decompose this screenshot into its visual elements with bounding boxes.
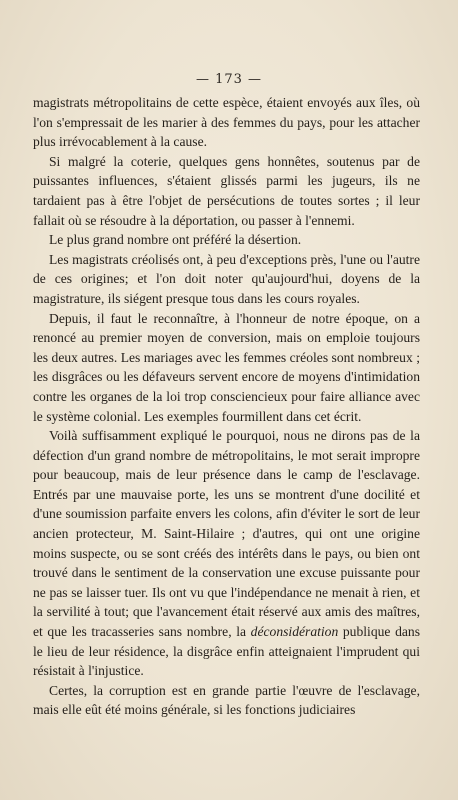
paragraph-7: Certes, la corruption est en grande partie l'œuvre de l'esclavage, mais elle eût été moins générale, si les fonctions judiciaires bbox=[33, 682, 420, 718]
paragraph-6-text-after: publique dans le lieu de leur résidence, la disgrâce enfin atteignaient l'imprudent qui résistait à l'injustice. bbox=[33, 624, 420, 679]
paragraph-6-emphasis: déconsidération bbox=[250, 624, 339, 640]
paragraph-3: Le plus grand nombre ont préféré la désertion. bbox=[49, 232, 302, 248]
body-text bbox=[33, 93, 420, 720]
paragraph-5: Depuis, il faut le reconnaître, à l'honneur de notre époque, on a renoncé au premier moyen de conversion, mais on emploie toujours les deux autres. Les mariages avec les femmes créoles sont nombreux ; les disgrâces ou les défaveurs servent encore de moyens d'intimidation contre les organes de la loi trop consciencieux pour faire alliance avec le système colonial. Les exemples fourmillent dans cet écrit. bbox=[33, 310, 420, 424]
paragraph-1: magistrats métropolitains de cette espèce, étaient envoyés aux îles, où l'on s'empressait de les marier à des femmes du pays, pour les attacher plus irrévocablement à la cause. bbox=[33, 95, 420, 150]
paragraph-6-text: Voilà suffisamment expliqué le pourquoi, nous ne dirons pas de la défection d'un grand nombre de métropolitains, le mot serait impropre pour beaucoup, mais de leur présence dans le camp de l'esclavage. Entrés par une mauvaise porte, les uns se montrent d'une docilité et d'une soumission parfaite envers les colons, afin d'éviter le sort de leur ancien protecteur, M. Saint-Hilaire ; d'autres, qui ont une origine moins suspecte, ou se sont créés des intérêts dans le pays, ou bien ont trouvé dans le sentiment de la conservation une excuse puissante pour ne pas se laisser tuer. Ils ont vu que l'indépendance ne menait à rien, et la servilité à tout; que l'avancement était réservé aux amis des maîtres, et que les tracasseries sans nombre, la bbox=[33, 428, 420, 640]
page-number: — 173 — bbox=[195, 72, 263, 87]
paragraph-2: Si malgré la coterie, quelques gens honnêtes, soutenus par de puissantes influences, s'étaient glissés parmi les jugeurs, ils ne tardaient pas à être l'objet de persécutions de toutes sortes ; il leur fallait où se résoudre à la déportation, ou passer à l'ennemi. bbox=[33, 153, 420, 228]
paragraph-6 bbox=[33, 426, 420, 681]
paragraph-4: Les magistrats créolisés ont, à peu d'exceptions près, l'une ou l'autre de ces origines; et l'on doit noter qu'aujourd'hui, doyens de la magistrature, ils siégent presque tous dans les cours royales. bbox=[33, 251, 420, 306]
